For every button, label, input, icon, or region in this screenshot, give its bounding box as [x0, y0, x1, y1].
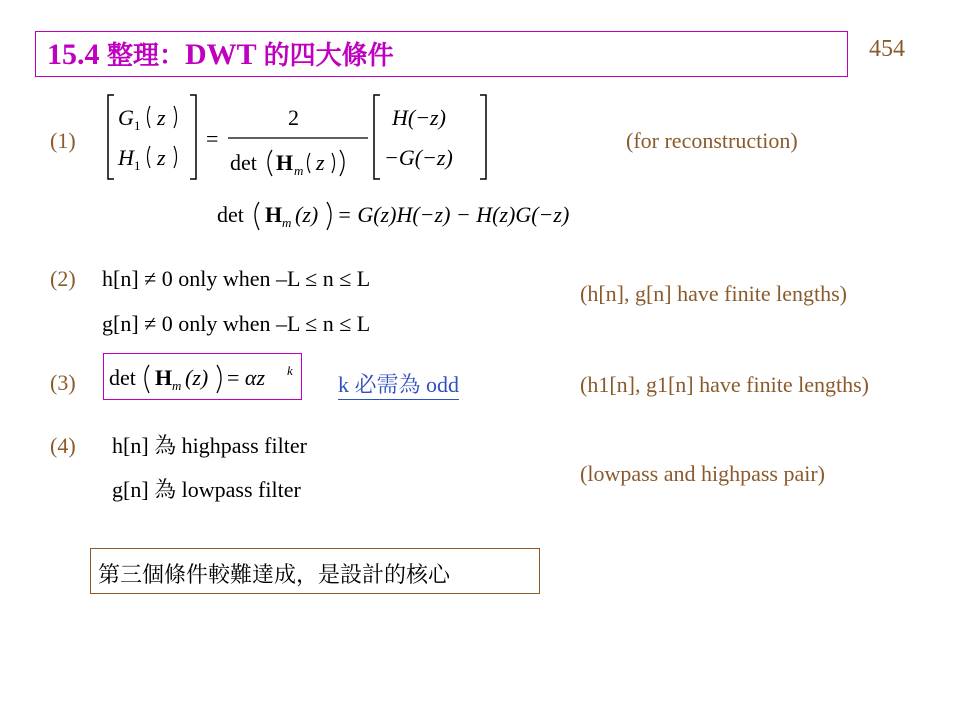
eq1-z1: z	[157, 105, 166, 130]
condition-3-note: (h1[n], g1[n] have finite lengths)	[580, 372, 869, 397]
eq1-numerator: 2	[288, 105, 299, 130]
footer-note: 第三個條件較難達成，是設計的核心	[98, 563, 451, 588]
eq3-det: det	[109, 365, 136, 390]
title-cjk: 整理：	[107, 41, 186, 71]
title-number: 15.4	[47, 38, 100, 71]
equation-2	[215, 192, 675, 236]
eq1-z2: z	[157, 145, 166, 170]
eq3-z: (z)	[185, 365, 209, 390]
condition-1-note: (for reconstruction)	[626, 128, 798, 153]
condition-4-line-2: g[n] 為 lowpass filter	[112, 477, 301, 502]
eq2-m-sub: m	[282, 215, 292, 230]
eq3-rhs: = αz	[227, 365, 266, 390]
condition-3-k-odd-text: k 必需為 odd	[338, 372, 460, 397]
eq1-rhs-top: H(−z)	[392, 105, 446, 130]
page-title	[47, 35, 394, 72]
condition-2-label: (2)	[50, 266, 76, 291]
condition-3-label: (3)	[50, 370, 76, 395]
title-dwt: DWT	[185, 38, 257, 71]
eq1-h1-sub: 1	[134, 158, 141, 173]
condition-4-line-1: h[n] 為 highpass filter	[112, 433, 307, 458]
eq1-m-sub: m	[294, 163, 304, 178]
eq2-z: (z)	[295, 202, 319, 227]
condition-3-k-odd	[338, 372, 459, 400]
eq1-equals: =	[206, 126, 219, 151]
eq1-det: det	[230, 150, 257, 175]
condition-1-label: (1)	[50, 128, 76, 153]
equation-1	[100, 92, 500, 184]
condition-4-label: (4)	[50, 433, 76, 458]
eq1-z3: z	[316, 150, 325, 175]
eq3-k-sup: k	[287, 363, 293, 378]
page-number: 454	[869, 36, 905, 62]
condition-2-note: (h[n], g[n] have finite lengths)	[580, 281, 847, 306]
eq3-Hm: H	[155, 365, 173, 390]
eq2-det: det	[217, 202, 244, 227]
eq1-g1-sub: 1	[134, 118, 141, 133]
condition-2-line-2: g[n] ≠ 0 only when –L ≤ n ≤ L	[102, 311, 371, 336]
condition-4-note: (lowpass and highpass pair)	[580, 461, 826, 486]
eq1-g1: G	[118, 105, 134, 130]
eq3-m-sub: m	[172, 378, 182, 393]
eq2-Hm: H	[265, 202, 283, 227]
eq2-rhs: = G(z)H(−z) − H(z)G(−z)	[337, 202, 570, 227]
title-cjk-suffix: 的四大條件	[263, 41, 394, 71]
eq1-h1: H	[118, 145, 134, 170]
eq1-rhs-bot: −G(−z)	[384, 145, 453, 170]
equation-3	[103, 353, 303, 401]
condition-2-line-1: h[n] ≠ 0 only when –L ≤ n ≤ L	[102, 266, 371, 291]
eq1-Hm: H	[276, 150, 294, 175]
